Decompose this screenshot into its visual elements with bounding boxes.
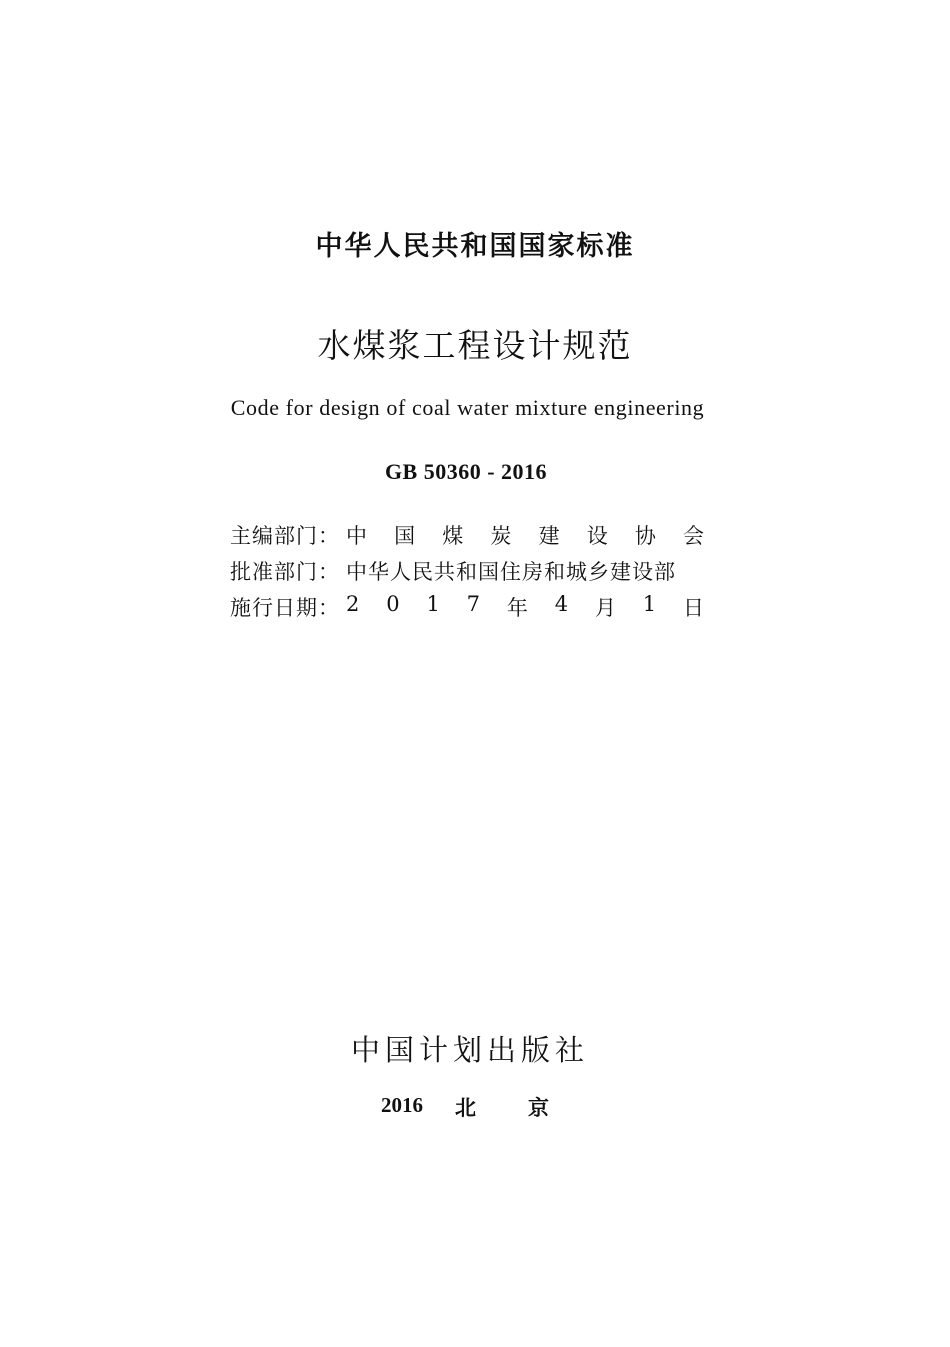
city-char: 北 bbox=[455, 1096, 476, 1120]
editor-char: 中 bbox=[346, 524, 367, 548]
document-title-chinese: 水煤浆工程设计规范 bbox=[317, 326, 633, 365]
editor-department-value bbox=[346, 520, 704, 550]
date-char: 月 bbox=[594, 596, 616, 620]
date-char: 4 bbox=[554, 592, 569, 616]
approval-department-value: 中华人民共和国住房和城乡建设部 bbox=[346, 560, 676, 584]
publisher-name: 中国计划出版社 bbox=[350, 1033, 589, 1067]
publication-year: 2016 bbox=[381, 1093, 423, 1117]
standard-category-heading: 中华人民共和国国家标准 bbox=[315, 231, 635, 262]
effective-date-value bbox=[346, 592, 704, 622]
date-char: 0 bbox=[386, 592, 400, 616]
date-char: 1 bbox=[642, 592, 657, 616]
document-title-english: Code for design of coal water mixture engineering bbox=[230, 395, 705, 420]
effective-date-label: 施行日期： bbox=[230, 596, 340, 620]
editor-char: 炭 bbox=[490, 524, 512, 548]
date-char: 2 bbox=[346, 592, 360, 616]
standard-number: GB 50360 - 2016 bbox=[384, 459, 548, 484]
date-char: 7 bbox=[466, 592, 481, 616]
editor-char: 国 bbox=[394, 524, 416, 548]
date-char: 1 bbox=[426, 592, 440, 616]
editor-department-label: 主编部门： bbox=[230, 524, 340, 548]
editor-char: 会 bbox=[682, 524, 704, 548]
publication-city bbox=[455, 1092, 549, 1122]
date-char: 年 bbox=[506, 596, 528, 620]
city-char: 京 bbox=[528, 1096, 549, 1120]
editor-char: 协 bbox=[634, 524, 656, 548]
editor-char: 煤 bbox=[442, 524, 464, 548]
editor-char: 设 bbox=[586, 524, 608, 548]
date-char: 日 bbox=[683, 596, 704, 620]
editor-char: 建 bbox=[538, 524, 560, 548]
approval-department-label: 批准部门： bbox=[230, 560, 340, 584]
